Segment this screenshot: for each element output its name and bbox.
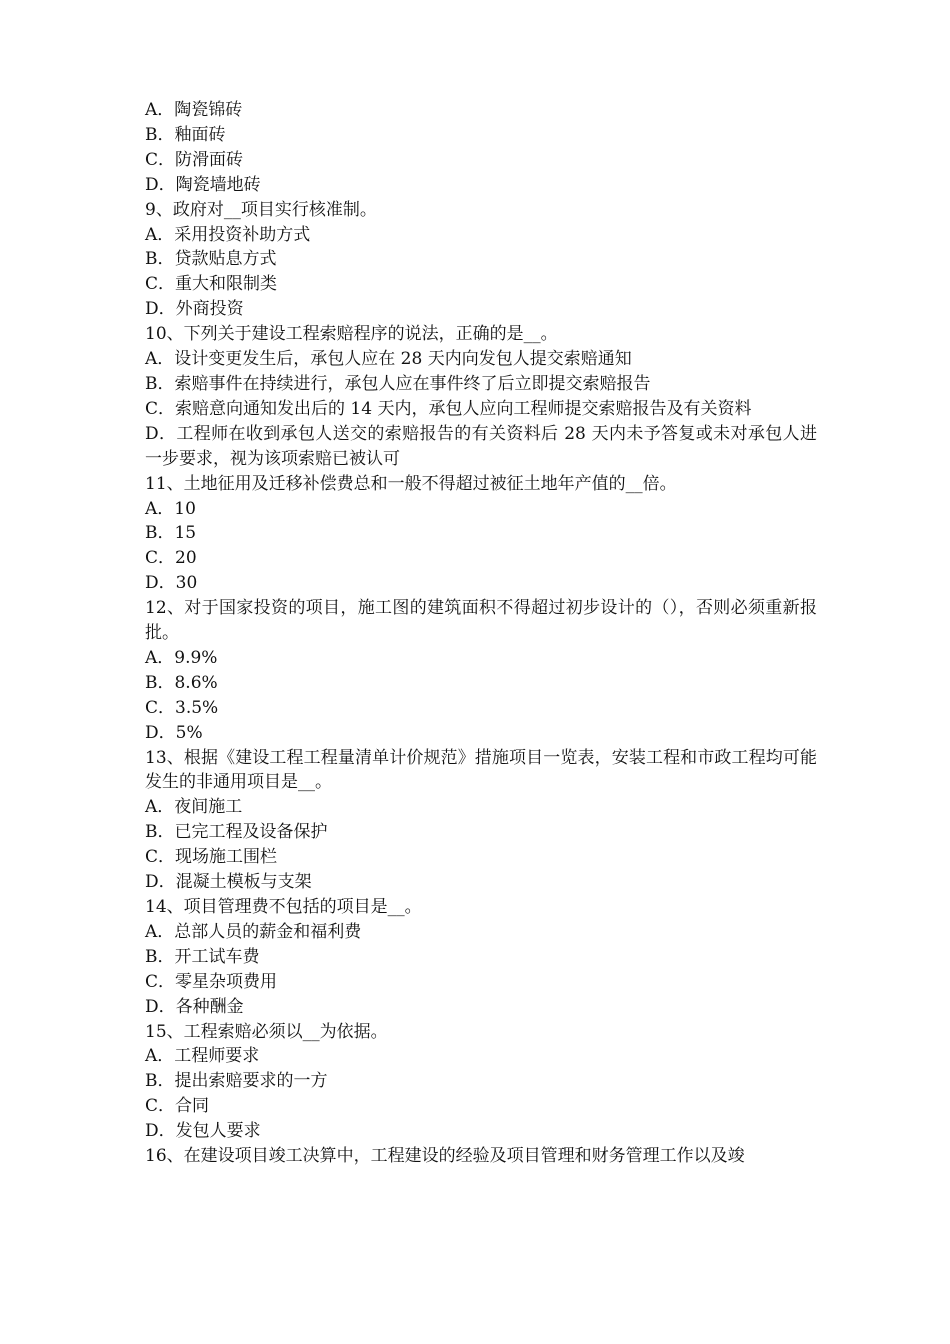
question-stem: 9、政府对__项目实行核准制。 (145, 199, 377, 220)
option: A．工程师要求 (145, 1046, 260, 1067)
question-13 (145, 746, 817, 895)
option: C．索赔意向通知发出后的 14 天内，承包人应向工程师提交索赔报告及有关资料 (145, 398, 752, 419)
option: D．外商投资 (145, 299, 244, 320)
question-10 (145, 322, 817, 471)
option: A．设计变更发生后，承包人应在 28 天内向发包人提交索赔通知 (145, 349, 632, 370)
question-stem: 16、在建设项目竣工决算中，工程建设的经验及项目管理和财务管理工作以及竣 (145, 1146, 745, 1167)
question-stem: 14、项目管理费不包括的项目是__。 (145, 897, 422, 917)
option: D．发包人要求 (145, 1121, 261, 1142)
option: D．各种酬金 (145, 996, 244, 1017)
option: A．夜间施工 (145, 797, 243, 818)
question-12 (145, 596, 817, 745)
option: B．8.6% (145, 672, 218, 693)
question-stem: 11、土地征用及迁移补偿费总和一般不得超过被征土地年产值的__倍。 (145, 473, 677, 494)
option: D．5% (145, 722, 203, 743)
option: D．30 (145, 573, 198, 594)
option: C．现场施工围栏 (145, 847, 278, 868)
option: D．混凝土模板与支架 (145, 872, 312, 893)
option: B．釉面砖 (145, 124, 226, 145)
option: A．陶瓷锦砖 (145, 100, 243, 120)
question-stem: 15、工程索赔必须以__为依据。 (145, 1021, 388, 1042)
option: B．15 (145, 523, 197, 544)
option: C．合同 (145, 1096, 210, 1117)
question-9 (145, 198, 817, 323)
question-stem: 10、下列关于建设工程索赔程序的说法，正确的是__。 (145, 324, 558, 345)
question-stem: 12、对于国家投资的项目，施工图的建筑面积不得超过初步设计的（），否则必须重新报批。 (145, 598, 817, 644)
option: C．20 (145, 548, 197, 569)
question-16 (145, 1144, 817, 1169)
option: B．已完工程及设备保护 (145, 822, 328, 843)
question-stem: 13、根据《建设工程工程量清单计价规范》措施项目一览表，安装工程和市政工程均可能发生的非通用项目是__。 (145, 747, 817, 793)
option: A．采用投资补助方式 (145, 224, 311, 245)
option: D．工程师在收到承包人送交的索赔报告的有关资料后 28 天内未予答复或未对承包人进一步要求，视为该项索赔已被认可 (145, 423, 817, 469)
option: C．零星杂项费用 (145, 971, 278, 992)
question-11 (145, 472, 817, 597)
option: B．提出索赔要求的一方 (145, 1071, 328, 1092)
option: C．3.5% (145, 697, 219, 718)
option: A．总部人员的薪金和福利费 (145, 921, 362, 942)
option: A．9.9% (145, 647, 218, 668)
option: A．10 (145, 498, 196, 519)
option: C．防滑面砖 (145, 149, 244, 170)
option: D．陶瓷墙地砖 (145, 174, 261, 195)
question-14 (145, 895, 817, 1020)
option: B．索赔事件在持续进行，承包人应在事件终了后立即提交索赔报告 (145, 373, 651, 394)
option: B．贷款贴息方式 (145, 249, 277, 270)
document-page (145, 98, 817, 1169)
previous-question-options (145, 98, 817, 198)
question-15 (145, 1020, 817, 1145)
option: B．开工试车费 (145, 946, 260, 967)
option: C．重大和限制类 (145, 274, 278, 295)
